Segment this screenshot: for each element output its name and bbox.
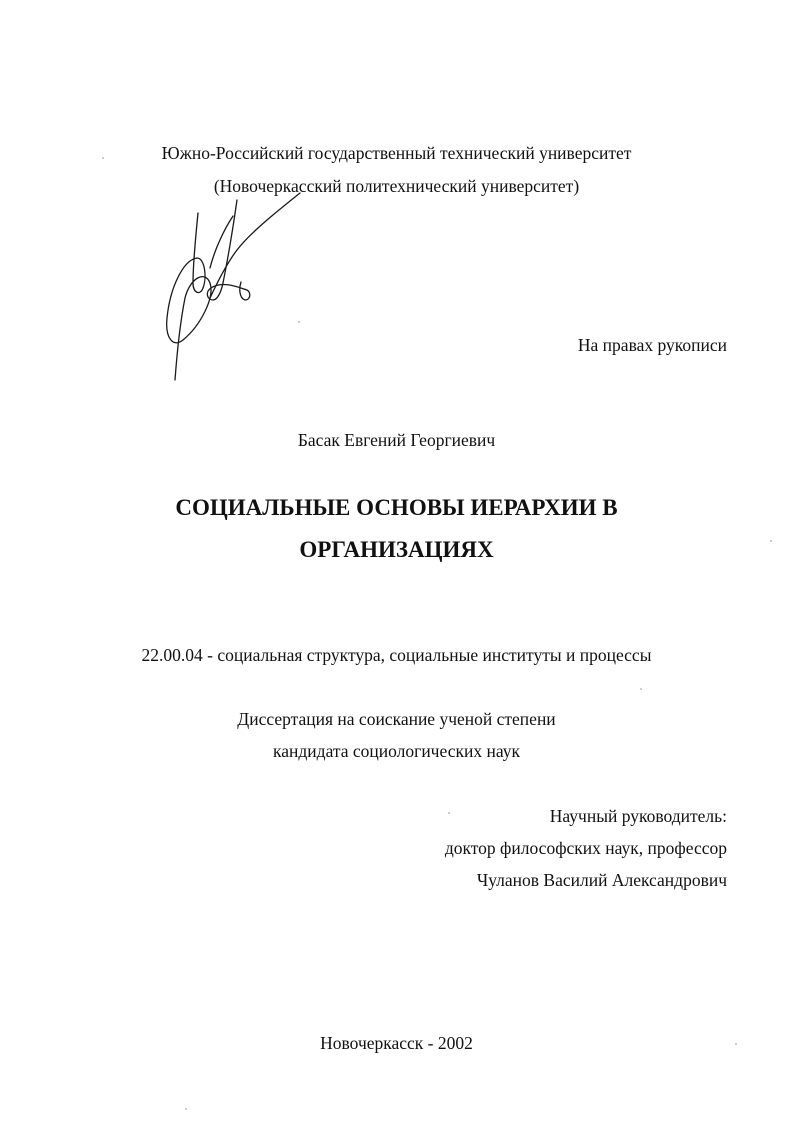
advisor-name: Чуланов Василий Александрович [476, 870, 727, 890]
university-name: Южно-Российский государственный технический университет [161, 143, 632, 163]
advisor-label: Научный руководитель: [549, 806, 727, 826]
degree-line-1: Диссертация на соискание ученой степени [237, 709, 556, 729]
dissertation-title-line-2: ОРГАНИЗАЦИЯХ [299, 537, 494, 562]
manuscript-note: На правах рукописи [577, 335, 727, 355]
scan-speck [298, 321, 300, 323]
scan-speck [640, 688, 642, 690]
scan-speck [735, 1043, 737, 1045]
specialty-code: 22.00.04 - социальная структура, социальные институты и процессы [141, 645, 652, 665]
place-and-year: Новочеркасск - 2002 [320, 1033, 473, 1053]
university-alt-name: (Новочеркасский политехнический университет) [213, 176, 580, 196]
scan-speck [770, 540, 772, 542]
author-name: Басак Евгений Георгиевич [297, 430, 496, 450]
scan-speck [185, 1108, 187, 1110]
dissertation-title-line-1: СОЦИАЛЬНЫЕ ОСНОВЫ ИЕРАРХИИ В [175, 495, 618, 520]
scan-speck [102, 157, 104, 159]
degree-line-2: кандидата социологических наук [273, 741, 520, 761]
signature-icon [155, 188, 315, 388]
scan-speck [448, 812, 450, 814]
advisor-credentials: доктор философских наук, профессор [444, 838, 727, 858]
